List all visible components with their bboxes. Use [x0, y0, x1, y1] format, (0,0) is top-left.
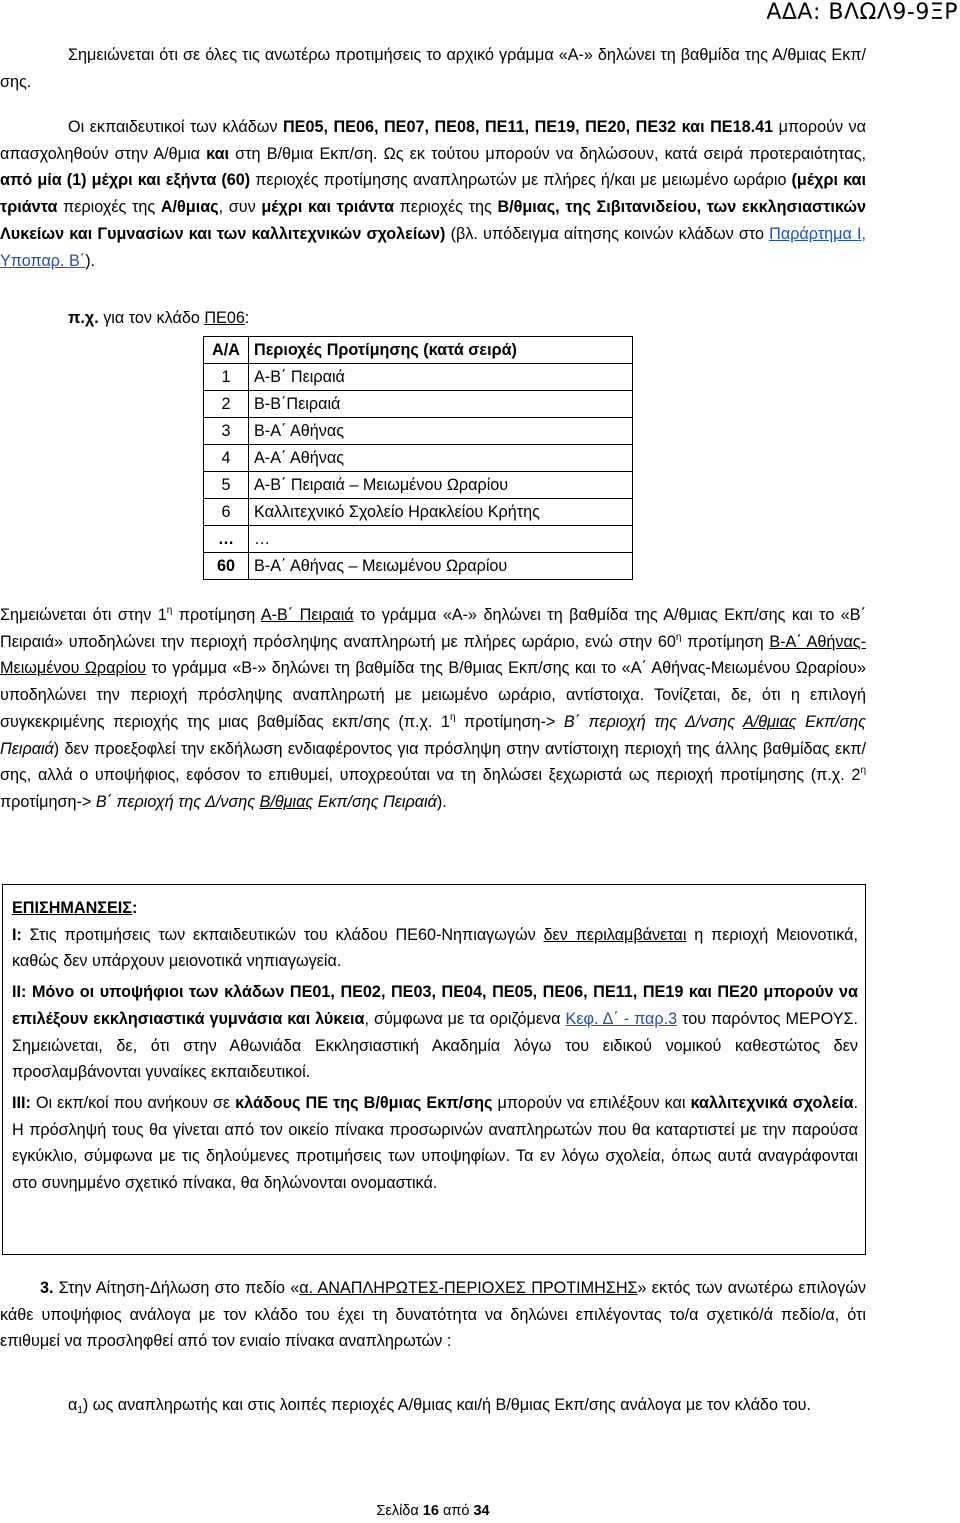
- note-2: [12, 979, 858, 1086]
- text: περιοχές της: [394, 198, 498, 217]
- row-number: 5: [204, 472, 249, 499]
- table-row: [204, 499, 633, 526]
- notes-title: ΕΠΙΣΗΜΑΝΣΕΙΣ: [12, 899, 132, 917]
- row-number: …: [204, 526, 249, 553]
- page-footer: [0, 1503, 866, 1519]
- italic-text: Εκπ/σης Πειραιά: [0, 712, 866, 758]
- text: α: [68, 1396, 78, 1414]
- row-region: Α-Β΄ Πειραιά: [249, 364, 633, 391]
- superscript: η: [166, 605, 173, 616]
- explanation-paragraph: [0, 602, 866, 816]
- note-label: ΙΙ:: [12, 983, 27, 1002]
- superscript: η: [860, 765, 866, 777]
- text: περιοχές της: [57, 198, 161, 217]
- text: Οι εκπαιδευτικοί των κλάδων: [68, 118, 283, 136]
- table-row: [204, 391, 633, 418]
- row-number: 60: [204, 553, 249, 580]
- row-region: Β-Α΄ Αθήνας – Μειωμένου Ωραρίου: [249, 553, 633, 580]
- table-row: [204, 418, 633, 445]
- text: Σελίδα: [376, 1503, 423, 1519]
- row-number: 3: [204, 418, 249, 445]
- text: περιοχές προτίμησης αναπληρωτών με πλήρες ή/και με μειωμένο ωράριο: [250, 171, 792, 190]
- table-row: [204, 526, 633, 553]
- italic-text: Εκπ/σης Πειραιά: [313, 792, 437, 811]
- notes-box: [2, 884, 866, 1255]
- text: (βλ. υπόδειγμα αίτησης κοινών κλάδων στο: [445, 224, 770, 243]
- text: προτίμηση->: [0, 792, 96, 811]
- table-row: [204, 445, 633, 472]
- italic-underlined-text: Β/θμιας: [259, 792, 314, 811]
- text: το γράμμα «Α-» δηλώνει τη βαθμίδα της Α/θμιας Εκπ/σης και το «Β΄ Πειραιά» υποδηλώνει την περιοχή πρόσληψης αναπληρωτή με πλήρες ωράριο, ενώ στην 60: [0, 606, 866, 651]
- text: Στις προτιμήσεις των εκπαιδευτικών του κλάδου ΠΕ60-Νηπιαγωγών: [21, 925, 544, 944]
- row-region: Β-Α΄ Αθήνας: [249, 418, 633, 445]
- text: » εκτός των ανωτέρω επιλογών κάθε υποψήφιος ανάλογα με τον κλάδο του έχει τη δυνατότητα να δηλώνει επιλέγοντας το/α σχετικό/ά πεδίο/α, ότι επιθυμεί να προσληφθεί από τον ενιαίο πίνακα αναπληρωτών :: [0, 1279, 866, 1351]
- row-number: 6: [204, 499, 249, 526]
- text: του παρόντος ΜΕΡΟΥΣ. Σημειώνεται, δε, ότι στην Αθωνιάδα Εκκλησιαστική Ακαδημία λόγω του ειδικού νομικού καθεστώτος δεν προσλαμβάνονται γυναίκες εκπαιδευτικοί.: [12, 1009, 858, 1082]
- text: το γράμμα «Β-» δηλώνει τη βαθμίδα της Β/θμιας Εκπ/σης και το «Α΄ Αθήνας-Μειωμένου Ωραρίου» υποδηλώνει την περιοχή πρόσληψης αναπληρωτή με μειωμένο ωράριο, αντίστοιχα. Τονίζεται, δε, ότι η επιλογή συγκεκριμένης περιοχής της μιας βαθμίδας εκπ/σης (π.χ. 1: [0, 659, 866, 731]
- row-region: Β-Β΄Πειραιά: [249, 391, 633, 418]
- note-1: [12, 922, 858, 975]
- page-number: 16: [422, 1503, 439, 1519]
- bold-text: Μόνο οι υποψήφιοι των κλάδων ΠΕ01, ΠΕ02, ΠΕ03, ΠΕ04, ΠΕ05, ΠΕ06, ΠΕ11, ΠΕ19 και ΠΕ20 μπορούν να επιλέξουν εκκλησιαστικά γυμνάσια και λύκεια: [12, 983, 858, 1028]
- colon: :: [131, 899, 138, 917]
- note-3: [12, 1090, 858, 1197]
- text: προτίμηση: [681, 632, 770, 651]
- item-number: 3.: [40, 1279, 54, 1297]
- table-row: [204, 364, 633, 391]
- text: , σύμφωνα με τα οριζόμενα: [364, 1009, 566, 1028]
- text: Σημειώνεται ότι στην 1: [0, 606, 167, 624]
- superscript: η: [675, 631, 682, 643]
- bold-text: Β/θμιας, της Σιβιτανιδείου, των εκκλησιαστικών Λυκείων και Γυμνασίων και των καλλιτεχνικών σχολείων): [0, 198, 866, 243]
- text: στη Β/θμια Εκπ/ση. Ως εκ τούτου μπορούν να δηλώσουν, κατά σειρά προτεραιότητας,: [229, 144, 866, 163]
- branch-code: ΠΕ06: [204, 309, 245, 327]
- text: ) δεν προεξοφλεί την εκδήλωση ενδιαφέροντος για πρόσληψη στην αντίστοιχη περιοχή της άλλης βαθμίδας εκπ/σης, αλλά ο υποψήφιος, εφόσον το επιθυμεί, υποχρεούται να τη δηλώσει ξεχωριστά ως περιοχή προτίμησης (π.χ. 2: [0, 739, 866, 785]
- underlined-text: Α-Β΄ Πειραιά: [260, 606, 354, 624]
- underlined-text: Β-Α΄ Αθήνας-Μειωμένου Ωραρίου: [0, 632, 866, 678]
- text: από: [438, 1503, 474, 1519]
- italic-text: Β΄ περιοχή της Δ/νσης: [95, 792, 260, 811]
- bold-text: μέχρι και τριάντα: [261, 198, 395, 217]
- underlined-text: δεν περιλαμβάνεται: [543, 925, 687, 944]
- row-number: 2: [204, 391, 249, 418]
- header-regions: Περιοχές Προτίμησης (κατά σειρά): [249, 337, 633, 364]
- bold-text: Α/θμιας: [160, 198, 219, 217]
- colon: :: [244, 309, 250, 327]
- bold-text: από μία (1) μέχρι και εξήντα (60): [0, 171, 251, 190]
- total-pages: 34: [473, 1503, 490, 1519]
- bold-text: ΠΕ05, ΠΕ06, ΠΕ07, ΠΕ08, ΠΕ11, ΠΕ19, ΠΕ20, ΠΕ32 και ΠΕ18.41: [282, 118, 774, 136]
- italic-underlined-text: Α/θμιας: [742, 712, 797, 731]
- intro-note-block: [0, 42, 866, 95]
- bold-text: καλλιτεχνικά σχολεία: [690, 1093, 854, 1112]
- note-label: Ι:: [12, 925, 22, 944]
- item-3-paragraph: [0, 1275, 866, 1355]
- bold-text: και: [206, 144, 230, 163]
- row-region: Καλλιτεχνικό Σχολείο Ηρακλείου Κρήτης: [249, 499, 633, 526]
- text: μπορούν να απασχοληθούν στην Α/θμια: [0, 118, 867, 163]
- header-aa: Α/Α: [204, 337, 249, 364]
- text: προτίμηση: [172, 606, 261, 624]
- eligible-branches-paragraph: [0, 114, 866, 274]
- text: για τον κλάδο: [98, 309, 205, 327]
- example-label: [68, 305, 468, 332]
- intro-note: Σημειώνεται ότι σε όλες τις ανωτέρω προτιμήσεις το αρχικό γράμμα «Α-» δηλώνει τη βαθμίδα της Α/θμιας Εκπ/σης.: [0, 46, 866, 91]
- text: , συν: [218, 198, 262, 217]
- item-a1-paragraph: [0, 1392, 866, 1419]
- text: ) ως αναπληρωτής και στις λοιπές περιοχές Α/θμιας και/ή Β/θμιας Εκπ/σης ανάλογα με τον κλάδο του.: [82, 1396, 811, 1414]
- row-number: 1: [204, 364, 249, 391]
- example-abbrev: π.χ.: [68, 309, 99, 327]
- table-row: [204, 472, 633, 499]
- row-region: …: [249, 526, 633, 553]
- table-header-row: [204, 337, 633, 364]
- row-number: 4: [204, 445, 249, 472]
- note-label: ΙΙΙ:: [12, 1093, 31, 1112]
- text: μπορούν να επιλέξουν και: [492, 1093, 691, 1112]
- bold-text: κλάδους ΠΕ της Β/θμιας Εκπ/σης: [235, 1093, 493, 1112]
- text: ).: [436, 792, 447, 811]
- ada-code: ΑΔΑ: ΒΛΩΛ9-9ΞΡ: [766, 0, 958, 25]
- underlined-text: α. ΑΝΑΠΛΗΡΩΤΕΣ-ΠΕΡΙΟΧΕΣ ΠΡΟΤΙΜΗΣΗΣ: [299, 1279, 638, 1297]
- chapter-link[interactable]: Κεφ. Δ΄ - παρ.3: [565, 1009, 678, 1028]
- text: ).: [85, 251, 96, 270]
- row-region: Α-Α΄ Αθήνας: [249, 445, 633, 472]
- notes-content: [12, 895, 858, 1197]
- text: Οι εκπ/κοί που ανήκουν σε: [30, 1093, 236, 1112]
- text: προτίμηση->: [455, 712, 564, 731]
- bold-text: (μέχρι και τριάντα: [0, 171, 866, 217]
- text: . Η πρόσληψή τους θα γίνεται από τον οικείο πίνακα προσωρινών αναπληρωτών που θα καταρτιστεί με την παρούσα εγκύκλιο, σύμφωνα με τις δηλούμενες προτιμήσεις των υποψηφίων. Τα εν λόγω σχολεία, όπως αυτά αναγράφονται στο συνημμένο σχετικό πίνακα, θα δηλώνονται ονομαστικά.: [12, 1093, 859, 1193]
- superscript: η: [449, 711, 456, 723]
- row-region: Α-Β΄ Πειραιά – Μειωμένου Ωραρίου: [249, 472, 633, 499]
- text: Στην Αίτηση-Δήλωση στο πεδίο «: [53, 1279, 300, 1297]
- preference-table: [203, 336, 633, 580]
- text: η περιοχή Μειονοτικά, καθώς δεν υπάρχουν μειονοτικά νηπιαγωγεία.: [12, 925, 858, 971]
- appendix-link[interactable]: Παράρτημα Ι, Υποπαρ. Β΄: [0, 224, 866, 270]
- subscript: 1: [77, 1405, 83, 1416]
- table-row: [204, 553, 633, 580]
- italic-text: Β΄ περιοχή της Δ/νσης: [563, 712, 743, 731]
